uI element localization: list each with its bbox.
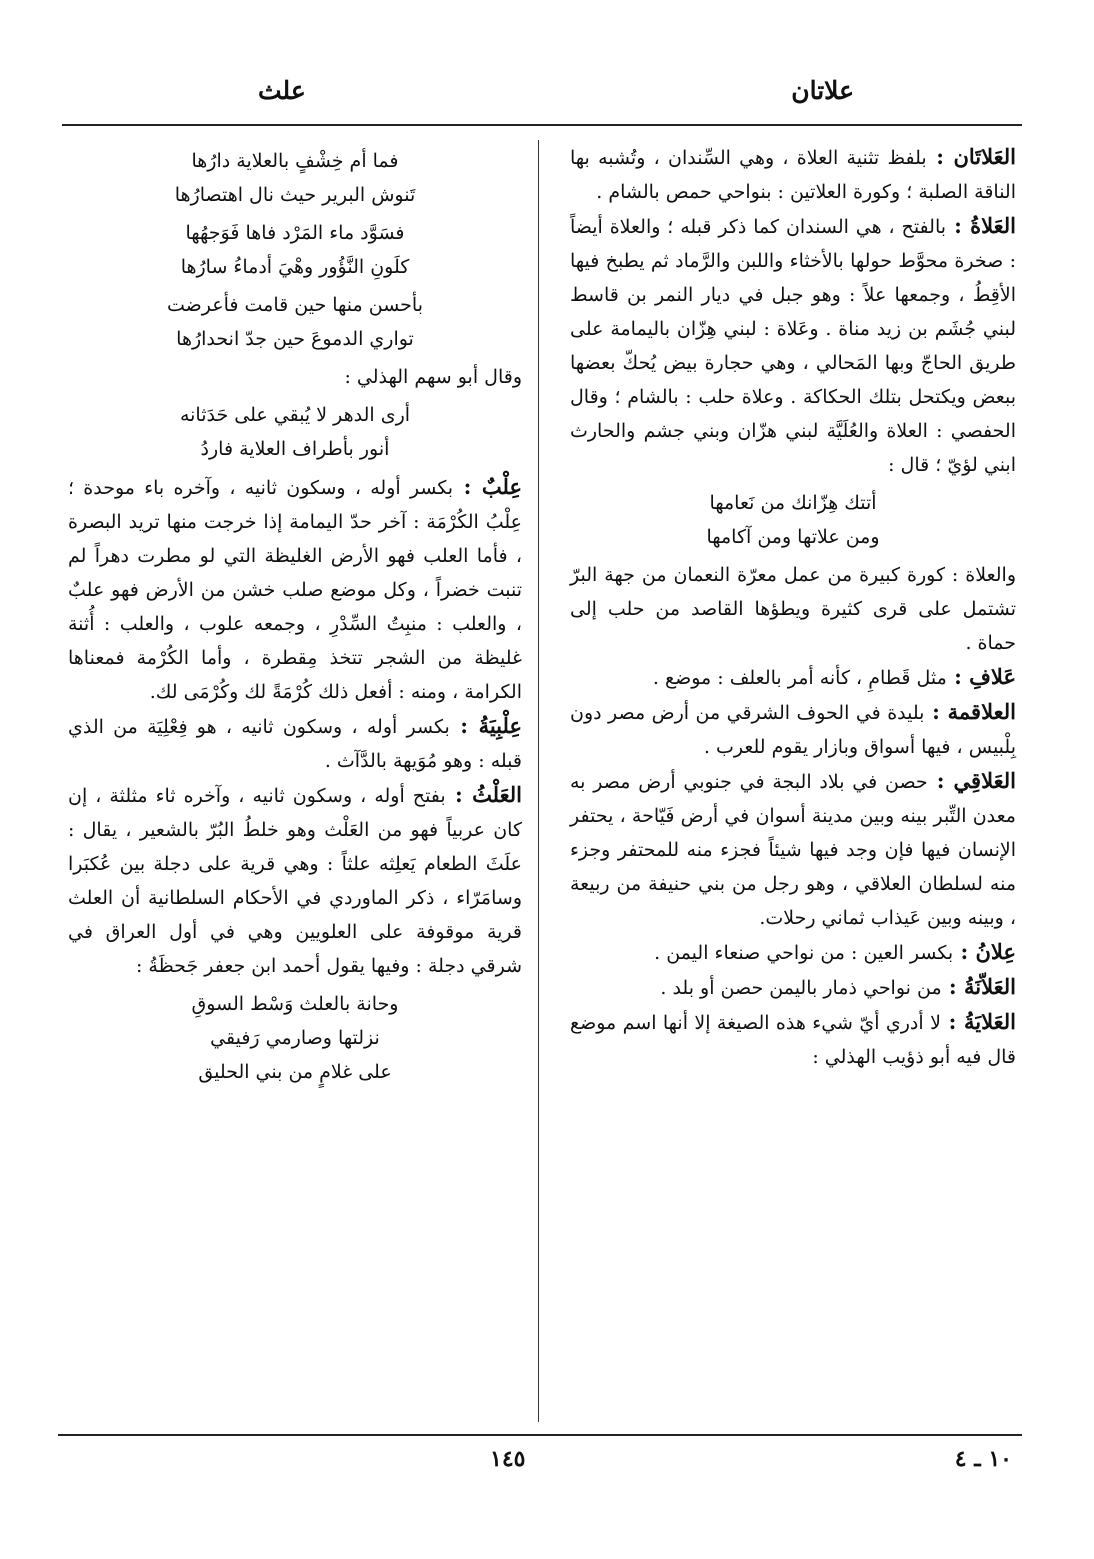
dictionary-entry <box>68 360 522 394</box>
verse-line: نزلتها وصارمي رَفيقي <box>210 1027 380 1049</box>
entry-headword: العَلاتَان : <box>926 144 1016 169</box>
right-column <box>570 140 1016 1074</box>
entry-text: لا أدري أيّ شيء هذه الصيغة إلا أنها اسم موضع قال فيه أبو ذؤيب الهذلي : <box>570 1012 1016 1068</box>
dictionary-entry <box>570 935 1016 970</box>
entry-text: بفتح أوله ، وسكون ثانيه ، وآخره ثاء مثلثة ، إن كان عربياً فهو من العَلْث وهو خلطُ البُرّ بالشعير ، يقال : علَثَ الطعام يَعلِثه علثاً : وهي قرية على دجلة بين عُكبَرا وسامَرّاء ، ذكر الماوردي في الأحكام السلطانية أن العلث قرية موقوفة على العلويين وهي في أول العراق في شرقي دجلة : وفيها يقول أحمد ابن جعفر جَحظَةُ : <box>68 785 522 977</box>
verse-block <box>68 288 522 356</box>
running-header-left: علث <box>258 76 306 105</box>
verse-block <box>68 144 522 212</box>
dictionary-entry <box>68 778 522 983</box>
entry-headword: العَلْثُ : <box>445 782 523 807</box>
entry-headword: العَلاّنَةُ : <box>941 974 1016 999</box>
bottom-rule <box>58 1434 1022 1436</box>
verse-block <box>68 987 522 1089</box>
verse-block <box>570 486 1016 554</box>
entry-headword: عَلافِ : <box>946 664 1016 689</box>
verse-line: تواري الدموعَ حين جدّ انحدارُها <box>176 328 414 350</box>
entry-text: من نواحي ذمار باليمن حصن أو بلد . <box>660 977 942 999</box>
entry-text: بلفظ تثنية العلاة ، وهي السِّندان ، وتُشبه بها الناقة الصلبة ؛ وكورة العلاتين : بنواحي حمص بالشام . <box>570 147 1016 203</box>
entry-text: مثل قَطامِ ، كأنه أمر بالعلف : موضع . <box>652 667 947 689</box>
dictionary-entry <box>570 695 1016 764</box>
entry-headword: العَلاةُ : <box>946 213 1016 238</box>
entry-headword: عِلْبِيَةُ : <box>449 713 522 738</box>
entry-text: بالفتح ، هي السندان كما ذكر قبله ؛ والعلاة أيضاً : صخرة محوَّط حولها بالأخثاء واللبن والرَّماد ثم يطبخ فيها الأقِطُ ، وجمعها علاً : وهو جبل في ديار النمر بن قاسط لبني جُشَم بن زيد مناة . وعَلاة : لبني هِزّان باليمامة على طريق الحاجّ وبها المَحالي ، وهي حجارة بيض يُحكّ بعضها ببعض ويكتحل بتلك الحكاكة . وعلاة حلب : بالشام ؛ وقال الحفصي : العلاة والعُلَيَّة لبني هزّان وبني جشم والحارث ابني لؤيّ ؛ قال : <box>570 216 1016 476</box>
dictionary-entry <box>570 558 1016 660</box>
verse-line: أنور بأطراف العلاية فاردُ <box>200 438 390 460</box>
verse-line: ومن علاتها ومن آكامها <box>706 526 880 548</box>
verse-line: كلَونِ النَّؤُور وهْيَ أدماءُ سارُها <box>180 256 410 278</box>
dictionary-entry <box>570 660 1016 695</box>
verse-block <box>68 398 522 466</box>
entry-headword: العلاقمة : <box>924 699 1016 724</box>
dictionary-entry <box>570 140 1016 209</box>
entry-text: حصن في بلاد البجة في جنوبي أرض مصر به معدن التِّبر بينه وبين مدينة أسوان في أرض فَيّاحة ، يحتفر الإنسان فيها فإن وجد فيها شيئاً فجزء منه للمحتفر وجزء منه لسلطان العلاقي ، وهو رجل من بني حنيفة من ربيعة ، وبينه وبين عَيذاب ثماني رحلات. <box>570 771 1016 929</box>
entry-headword: عِلانُ : <box>953 939 1016 964</box>
entry-text: بكسر العين : من نواحي صنعاء اليمن . <box>654 942 954 964</box>
entry-text: والعلاة : كورة كبيرة من عمل معرّة النعمان من جهة البرّ تشتمل على قرى كثيرة ويطؤها القاصد من حلب إلى حماة . <box>570 564 1016 654</box>
entry-headword: العَلايَةُ : <box>940 1009 1016 1034</box>
verse-line: أتتك هِزّانك من نَعامها <box>709 492 877 514</box>
entry-text: بكسر أوله ، وسكون ثانيه ، هو فِعْلِيَة من الذي قبله : وهو مُوَيهة بالدَّآث . <box>68 716 522 772</box>
verse-line: فسَوَّد ماء المَرْد فاها فَوَجهُها <box>185 222 405 244</box>
entry-headword: عِلْبٌ : <box>453 474 522 499</box>
signature-mark: ١٠ ـ ٤ <box>954 1446 1012 1472</box>
dictionary-entry <box>570 970 1016 1005</box>
dictionary-entry <box>570 764 1016 935</box>
dictionary-entry <box>570 1005 1016 1074</box>
entry-text: بليدة في الحوف الشرقي من أرض مصر دون بِلْبيس ، فيها أسواق وبازار يقوم للعرب . <box>570 702 1016 758</box>
verse-line: وحانة بالعلث وَسْط السوقِ <box>191 993 399 1015</box>
verse-block <box>68 216 522 284</box>
dictionary-entry <box>68 709 522 778</box>
verse-line: بأحسن منها حين قامت فأعرضت <box>167 294 423 316</box>
verse-line: فما أم خِشْفٍ بالعلاية دارُها <box>191 150 399 172</box>
column-divider <box>538 140 539 1422</box>
running-header-right: علاتان <box>791 76 854 105</box>
page-number: ١٤٥ <box>490 1446 526 1472</box>
entry-text: وقال أبو سهم الهذلي : <box>344 366 522 388</box>
top-rule <box>62 124 1022 126</box>
verse-line: أرى الدهر لا يُبقي على حَدَثانه <box>179 404 411 426</box>
verse-line: على غلامٍ من بني الحليق <box>198 1061 392 1083</box>
left-column <box>68 140 522 1093</box>
dictionary-entry <box>68 470 522 709</box>
entry-text: بكسر أوله ، وسكون ثانيه ، وآخره باء موحدة ؛ عِلْبُ الكُرْمَة : آخر حدّ اليمامة إذا خرجت منها تريد البصرة ، فأما العلب فهو الأرض الغليظة التي لو مطرت دهراً لم تنبت خضراً ، وكل موضع صلب خشن من الأرض فهو علبٌ ، والعلب : منبِتُ السِّدْرِ ، وجمعه علوب ، والعلب : أُثنة غليظة من الشجر تتخذ مِقطرة ، وأما الكُرْمة فمعناها الكرامة ، ومنه : أفعل ذلك كُرْمَةً لك وكُرْمَى لك. <box>68 477 522 703</box>
dictionary-entry <box>570 209 1016 482</box>
entry-headword: العَلاقِي : <box>927 768 1016 793</box>
verse-line: تَنوش البرير حيث نال اهتصارُها <box>174 184 416 206</box>
